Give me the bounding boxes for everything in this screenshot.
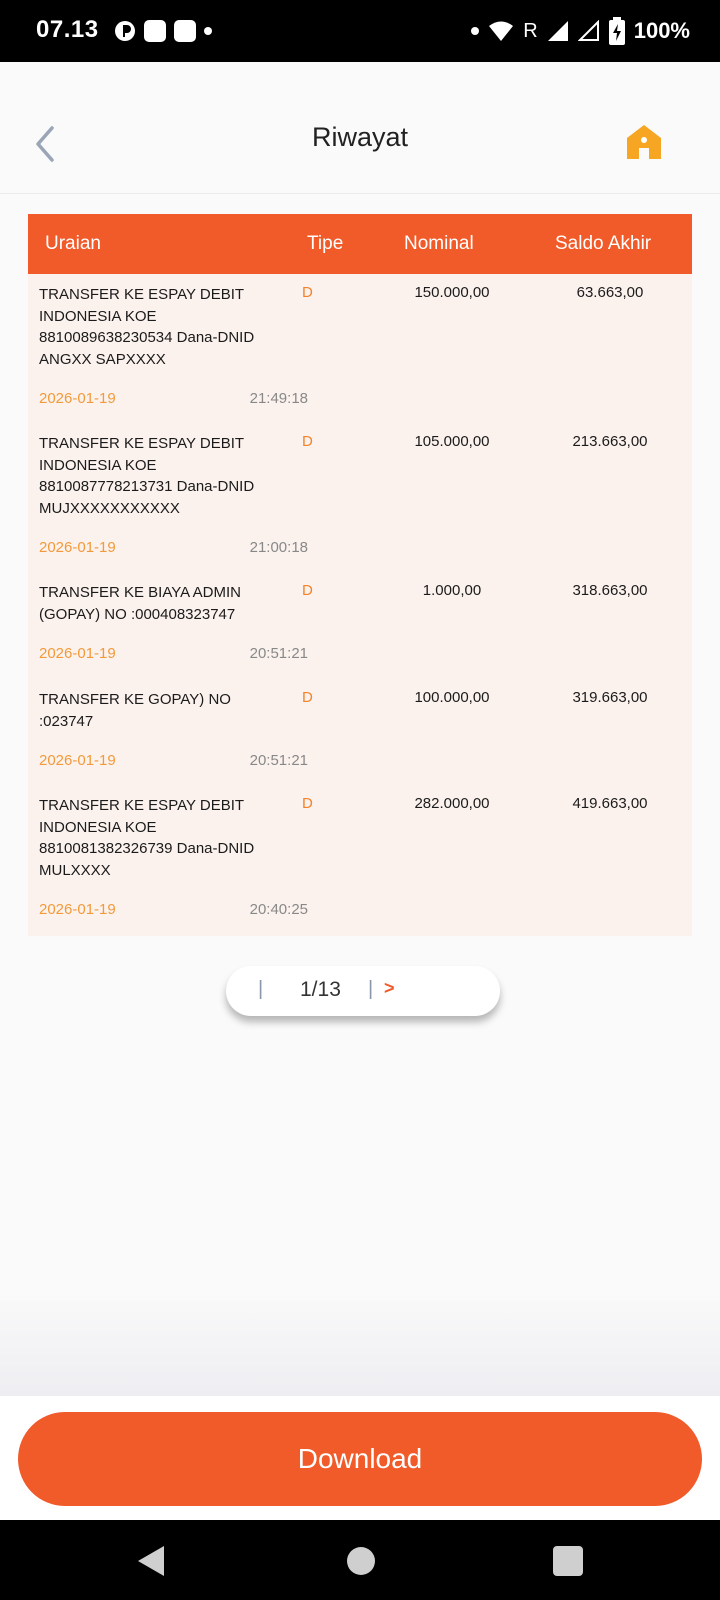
signal-icon [547,20,569,42]
row-time: 20:51:21 [249,645,308,662]
download-button[interactable]: Download [18,1412,702,1506]
row-saldo: 213.663,00 [572,433,648,450]
status-dot [471,27,479,35]
row-date: 2026-01-19 [39,645,116,662]
row-description: TRANSFER KE BIAYA ADMIN (GOPAY) NO :000408323747 [39,584,241,623]
row-type: D [302,284,313,301]
system-icons [471,16,690,46]
row-description: TRANSFER KE ESPAY DEBIT INDONESIA KOE 8810089638230534 Dana-DNID ANGXX SAPXXXX [39,286,255,368]
notification-icons [114,18,212,44]
row-saldo: 63.663,00 [576,284,644,301]
column-header-tipe: Tipe [307,233,344,254]
table-rows [28,274,692,936]
column-header-uraian: Uraian [45,233,101,254]
pagination [226,966,500,1016]
nav-home-icon[interactable] [344,1544,378,1578]
column-header-saldo-akhir: Saldo Akhir [555,233,652,254]
row-description: TRANSFER KE ESPAY DEBIT INDONESIA KOE 8810087778213731 Dana-DNID MUJXXXXXXXXXXX [39,435,255,517]
more-notifications-dot [204,27,212,35]
pagination-separator: | [258,978,264,1000]
row-nominal: 105.000,00 [414,433,490,450]
row-description: TRANSFER KE ESPAY DEBIT INDONESIA KOE 8810081382326739 Dana-DNID MULXXXX [39,797,255,879]
status-time: 07.13 [36,16,99,43]
row-type: D [302,433,313,450]
row-nominal: 100.000,00 [414,689,490,706]
row-date: 2026-01-19 [39,901,116,918]
row-time: 20:51:21 [249,752,308,769]
bottom-fade [0,1290,720,1396]
row-date: 2026-01-19 [39,752,116,769]
table-row[interactable] [28,679,692,785]
battery-icon [609,17,625,45]
row-date: 2026-01-19 [39,390,116,407]
page-indicator: 1/13 [300,978,341,1001]
home-icon[interactable] [624,122,664,162]
row-nominal: 282.000,00 [414,795,490,812]
app-notification-icon [174,20,196,42]
pagination-separator: | [368,978,374,1000]
row-type: D [302,795,313,812]
table-row[interactable] [28,423,692,572]
row-saldo: 419.663,00 [572,795,648,812]
sync-app-icon [114,20,136,42]
row-saldo: 318.663,00 [572,582,648,599]
app-header [0,62,720,194]
system-navigation-bar [0,1520,720,1600]
row-date: 2026-01-19 [39,539,116,556]
status-bar [0,0,720,62]
signal-icon-secondary [578,20,600,42]
nav-recents-icon[interactable] [551,1544,585,1578]
transaction-table [28,214,692,274]
column-header-nominal: Nominal [404,233,474,254]
table-row[interactable] [28,572,692,679]
battery-percent: 100% [633,18,690,43]
table-row[interactable] [28,785,692,936]
row-type: D [302,689,313,706]
row-description: TRANSFER KE GOPAY) NO :023747 [39,691,231,730]
row-type: D [302,582,313,599]
wifi-icon [488,20,514,42]
table-row[interactable] [28,274,692,423]
row-saldo: 319.663,00 [572,689,648,706]
next-page-button[interactable]: > [384,978,395,998]
roaming-indicator: R [523,19,538,42]
nav-back-icon[interactable] [134,1544,168,1578]
row-time: 21:00:18 [249,539,308,556]
row-time: 21:49:18 [249,390,308,407]
row-time: 20:40:25 [249,901,308,918]
app-notification-icon [144,20,166,42]
page-title: Riwayat [311,122,409,152]
row-nominal: 1.000,00 [422,582,482,599]
row-nominal: 150.000,00 [414,284,490,301]
table-header [28,214,692,274]
